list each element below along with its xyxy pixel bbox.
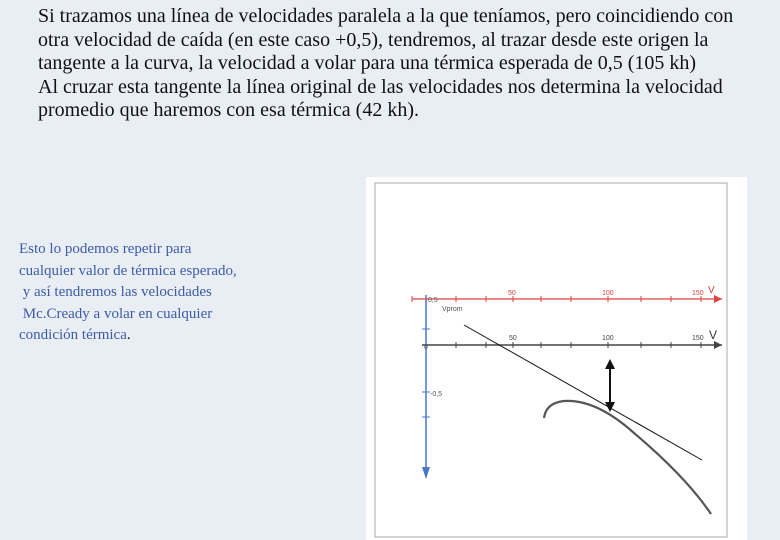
paragraph-1: Si trazamos una línea de velocidades paralela a la que teníamos, pero coincidiendo con otra velocidad de caída (en este caso +0,5), tendremos, al trazar desde este origen la tangente a la curva, la velocidad a volar para una térmica esperada de 0,5 (105 kh) [38,5,734,74]
label-0: 0 [424,344,428,351]
side-note [19,239,319,347]
paragraph-2: Al cruzar esta tangente la línea original de las velocidades nos determina la velocidad promedio que haremos con esa térmica (42 kh). [38,75,723,121]
lower-tick-100: 100 [602,335,614,342]
upper-tick-100: 100 [602,290,614,297]
label-vprom: Vprom [442,306,463,313]
diagram-frame [375,183,727,537]
label-neg05: -0,5 [430,391,443,398]
side-note-text: Esto lo podemos repetir para cualquier valor de térmica esperado, y así tendremos las velocidades Mc.Cready a volar en cualquier condición térmica [19,241,237,343]
upper-tick-150: 150 [692,290,704,297]
side-note-period: . [126,327,131,343]
lower-tick-150: 150 [692,335,704,342]
main-text [38,5,738,123]
speed-polar-figure [366,177,747,540]
label-05: 0,5 [428,297,438,304]
polar-diagram [366,177,747,540]
lower-tick-50: 50 [509,335,517,342]
lower-axis-v: V [709,328,718,342]
upper-tick-50: 50 [508,290,516,297]
upper-axis-v: V [708,285,715,296]
